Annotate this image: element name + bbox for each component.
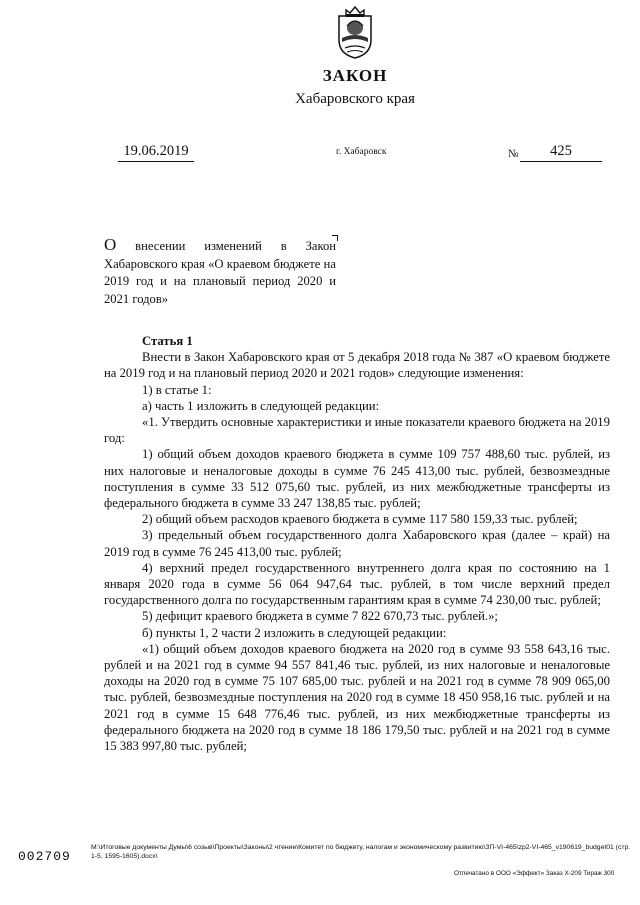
paragraph: 5) дефицит краевого бюджета в сумме 7 822 670,73 тыс. рублей.»; (142, 609, 498, 624)
file-path: M:\Итоговые документы Думы\6 созыв\Проекты\Законы\2 чтение\Комитет по бюджету, налогам и экономическому развитию\ЗП-VI-465\zp2-VI-465_v190619_budget01 (стр. 1-5, 1595-1605).docx\ (91, 844, 631, 860)
paragraph: «1. Утвердить основные характеристики и иные показатели краевого бюджета на 2019 год: (104, 415, 610, 446)
paragraph: 3) предельный объем государственного долга Хабаровского края (далее – край) на 2019 год в сумме 76 245 413,00 тыс. рублей; (104, 528, 610, 559)
paragraph: 1) в статье 1: (142, 382, 212, 397)
coat-of-arms-icon (333, 4, 377, 60)
subject-text: внесении изменений в Закон Хабаровского края «О краевом бюджете на 2019 год и на плановый период 2020 и 2021 годов» (104, 239, 336, 306)
document-code: 002709 (18, 849, 71, 864)
document-city: г. Хабаровск (336, 147, 387, 157)
subject-first-letter: О (104, 235, 117, 254)
printing-note: Отпечатано в ООО «Эффект» Заказ Х-209 Тираж 300 (454, 870, 615, 877)
document-subtitle: Хабаровского края (295, 91, 415, 107)
document-number: 425 (520, 143, 602, 162)
paragraph: а) часть 1 изложить в следующей редакции: (142, 398, 380, 413)
paragraph: 1) общий объем доходов краевого бюджета в сумме 109 757 488,60 тыс. рублей, из них налоговые и неналоговые доходы в сумме 76 245 413,00 тыс. рублей, безвозмездные поступления в сумме 33 512 075,60 тыс. рублей, из них межбюджетные трансферты из федерального бюджета в сумме 33 247 138,85 тыс. рублей; (104, 447, 610, 511)
paragraph: «1) общий объем доходов краевого бюджета на 2020 год в сумме 93 558 643,16 тыс. рублей и на 2021 год в сумме 94 557 841,46 тыс. рублей, из них налоговые и неналоговые доходы на 2020 год в сумме 75 107 685,00 тыс. рублей и на 2021 год в сумме 78 909 065,00 тыс. рублей, безвозмездные поступления на 2020 год в сумме 18 450 958,16 тыс. рублей и на 2021 год в сумме 15 648 776,46 тыс. рублей, из них межбюджетные трансферты из федерального бюджета на 2020 год в сумме 18 186 179,50 тыс. рублей и на 2021 год в сумме 15 383 997,80 тыс. рублей; (104, 641, 610, 754)
subject-block (104, 236, 336, 308)
paragraph: б) пункты 1, 2 части 2 изложить в следующей редакции: (142, 625, 447, 640)
number-sign: № (508, 148, 519, 160)
paragraph: 4) верхний предел государственного внутреннего долга края по состоянию на 1 января 2020 года в сумме 56 064 947,64 тыс. рублей, в том числе верхний предел государственного долга по государственным гарантиям края в сумме 74 230,00 тыс. рублей; (104, 560, 610, 608)
article-body (104, 333, 610, 754)
document-date: 19.06.2019 (118, 143, 194, 162)
article-heading: Статья 1 (142, 334, 193, 348)
document-title: ЗАКОН (322, 66, 388, 85)
paragraph: Внести в Закон Хабаровского края от 5 декабря 2018 года № 387 «О краевом бюджете на 2019 год и на плановый период 2020 и 2021 годов» следующие изменения: (104, 350, 610, 381)
paragraph: 2) общий объем расходов краевого бюджета в сумме 117 580 159,33 тыс. рублей; (142, 512, 578, 527)
